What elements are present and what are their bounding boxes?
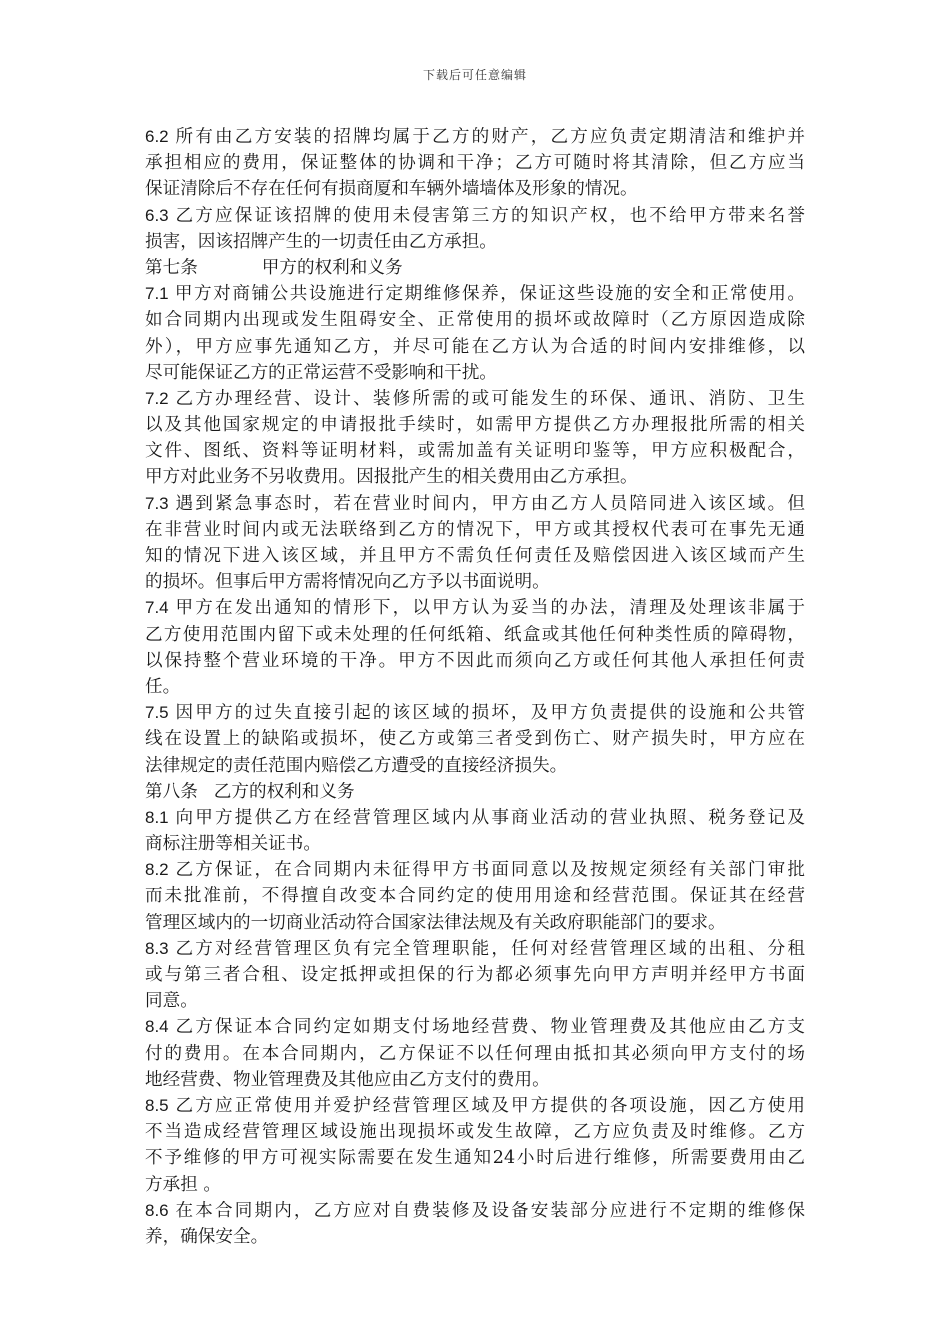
line-text: 外），甲方应事先通知乙方，并尽可能在乙方认为合适的时间内安排维修，以 — [145, 336, 805, 357]
text-line — [145, 360, 805, 386]
line-text: 乙方保证，在合同期内未征得甲方书面同意以及按规定须经有关部门审批 — [175, 860, 805, 881]
line-text: 向甲方提供乙方在经营管理区域内从事商业活动的营业执照、税务登记及 — [175, 807, 805, 828]
line-text: 管理区域内的一切商业活动符合国家法律法规及有关政府职能部门的要求。 — [145, 912, 726, 933]
line-text: 以保持整个营业环境的干净。甲方不因此而须向乙方或任何其他人承担任何责 — [145, 650, 805, 671]
text-line — [145, 1145, 805, 1171]
text-line — [145, 150, 805, 176]
clause-number: 6.2 — [145, 127, 176, 146]
text-line — [145, 1172, 805, 1198]
text-line — [145, 1119, 805, 1145]
clause-number: 7.4 — [145, 598, 176, 618]
text-line — [145, 412, 805, 438]
text-line — [145, 543, 805, 569]
text-line — [145, 1093, 805, 1119]
line-text: 的损坏。但事后甲方需将情况向乙方予以书面说明。 — [145, 572, 550, 593]
text-line — [145, 517, 805, 543]
line-text: 或与第三者合租、设定抵押或担保的行为都必须事先向甲方声明并经甲方书面 — [145, 965, 805, 985]
clause-number: 8.5 — [145, 1095, 176, 1115]
text-line — [145, 883, 805, 909]
line-text: 不予维修的甲方可视实际需要在发生通知24小时后进行维修，所需要费用由乙 — [145, 1148, 805, 1169]
text-line — [145, 1067, 805, 1093]
text-line — [145, 962, 805, 988]
text-line — [145, 1041, 805, 1067]
text-line — [145, 910, 805, 936]
line-text: 不当造成经营管理区域设施出现损坏或发生故障，乙方应负责及时维修。乙方 — [145, 1122, 805, 1143]
clause-number: 8.1 — [145, 807, 176, 827]
line-text: 所有由乙方安装的招牌均属于乙方的财产，乙方应负责定期清洁和维护并 — [175, 127, 805, 147]
text-line — [145, 1224, 805, 1250]
clause-number: 8.2 — [145, 860, 176, 880]
line-text: 在本合同期内，乙方应对自费装修及设备安装部分应进行不定期的维修保 — [175, 1200, 805, 1221]
line-text: 同意。 — [145, 991, 198, 1012]
line-text: 因甲方的过失直接引起的该区域的损坏，及甲方负责提供的设施和公共管 — [175, 703, 805, 724]
text-line — [145, 674, 805, 700]
text-line — [145, 831, 805, 857]
text-line — [145, 595, 805, 621]
line-text: 商标注册等相关证书。 — [145, 834, 321, 855]
text-line — [145, 176, 805, 202]
line-text: 甲方对此业务不另收费用。因报批产生的相关费用由乙方承担。 — [145, 467, 638, 488]
text-line — [145, 648, 805, 674]
line-text: 乙方办理经营、设计、装修所需的或可能发生的环保、通讯、消防、卫生 — [175, 388, 805, 409]
text-line — [145, 1014, 805, 1040]
text-line — [145, 464, 805, 490]
line-text: 尽可能保证乙方的正常运营不受影响和干扰。 — [145, 362, 497, 383]
line-text: 乙方应正常使用并爱护经营管理区域及甲方提供的各项设施，因乙方使用 — [175, 1095, 805, 1116]
text-line — [145, 569, 805, 595]
line-text: 线在设置上的缺陷或损坏，使乙方或第三者受到伤亡、财产损失时，甲方应在 — [145, 729, 805, 750]
line-text: 如合同期内出现或发生阻碍安全、正常使用的损坏或故障时（乙方原因造成除 — [145, 310, 805, 331]
clause-number: 8.4 — [145, 1017, 176, 1037]
line-text: 而未批准前，不得擅自改变本合同约定的使用用途和经营范围。保证其在经营 — [145, 886, 805, 907]
line-text: 地经营费、物业管理费及其他应由乙方支付的费用。 — [145, 1069, 550, 1090]
clause-number: 7.3 — [145, 493, 176, 513]
article-number: 第七条 — [145, 257, 198, 278]
text-line — [145, 726, 805, 752]
line-text: 甲方在发出通知的情形下，以甲方认为妥当的办法，清理及处理该非属于 — [175, 598, 805, 619]
text-line — [145, 857, 805, 883]
line-text: 乙方使用范围内留下或未处理的任何纸箱、纸盒或其他任何种类性质的障碍物， — [145, 624, 805, 645]
document-body — [145, 124, 805, 1250]
clause-number: 7.5 — [145, 703, 176, 723]
clause-number: 7.1 — [145, 284, 175, 304]
line-text: 乙方应保证该招牌的使用未侵害第三方的知识产权，也不给甲方带来名誉 — [175, 205, 805, 226]
text-line — [145, 229, 805, 255]
line-text: 损害，因该招牌产生的一切责任由乙方承担。 — [145, 231, 497, 252]
clause-number: 8.3 — [145, 938, 176, 958]
line-text: 法律规定的责任范围内赔偿乙方遭受的直接经济损失。 — [145, 755, 568, 776]
line-text: 遇到紧急事态时，若在营业时间内，甲方由乙方人员陪同进入该区域。但 — [175, 493, 805, 514]
clause-number: 6.3 — [145, 205, 176, 225]
line-text: 在非营业时间内或无法联络到乙方的情况下，甲方或其授权代表可在事先无通 — [145, 519, 805, 540]
text-line — [145, 1198, 805, 1224]
section-heading — [145, 255, 805, 281]
line-text: 承担相应的费用，保证整体的协调和干净；乙方可随时将其清除，但乙方应当 — [145, 153, 805, 174]
text-line — [145, 386, 805, 412]
section-heading — [145, 779, 805, 805]
clause-number: 8.6 — [145, 1200, 176, 1220]
text-line — [145, 438, 805, 464]
text-line — [145, 622, 805, 648]
line-text: 任。 — [145, 676, 181, 697]
text-line — [145, 491, 805, 517]
article-title: 乙方的权利和义务 — [213, 781, 355, 802]
text-line — [145, 334, 805, 360]
line-text: 方承担 。 — [145, 1174, 221, 1195]
line-text: 乙方对经营管理区负有完全管理职能，任何对经营管理区域的出租、分租 — [175, 938, 805, 959]
text-line — [145, 805, 805, 831]
line-text: 养，确保安全。 — [145, 1226, 269, 1247]
page-header: 下载后可任意编辑 — [422, 68, 527, 82]
line-text: 乙方保证本合同约定如期支付场地经营费、物业管理费及其他应由乙方支 — [175, 1017, 805, 1038]
clause-number: 7.2 — [145, 388, 176, 408]
text-line — [145, 124, 805, 150]
line-text: 以及其他国家规定的申请报批手续时，如需甲方提供乙方办理报批所需的相关 — [145, 415, 805, 436]
line-text: 付的费用。在本合同期内，乙方保证不以任何理由抵扣其必须向甲方支付的场 — [145, 1043, 805, 1064]
text-line — [145, 307, 805, 333]
line-text: 文件、图纸、资料等证明材料，或需加盖有关证明印鉴等，甲方应积极配合， — [145, 441, 805, 462]
text-line — [145, 700, 805, 726]
line-text: 知的情况下进入该区域，并且甲方不需负任何责任及赔偿因进入该区域而产生 — [145, 546, 805, 566]
line-text: 保证清除后不存在任何有损商厦和车辆外墙墙体及形象的情况。 — [145, 179, 638, 200]
text-line — [145, 203, 805, 229]
line-text: 甲方对商铺公共设施进行定期维修保养，保证这些设施的安全和正常使用。 — [174, 284, 805, 305]
text-line — [145, 988, 805, 1014]
text-line — [145, 281, 805, 307]
text-line — [145, 753, 805, 779]
article-number: 第八条 — [145, 781, 198, 802]
text-line — [145, 936, 805, 962]
article-title: 甲方的权利和义务 — [261, 257, 403, 278]
